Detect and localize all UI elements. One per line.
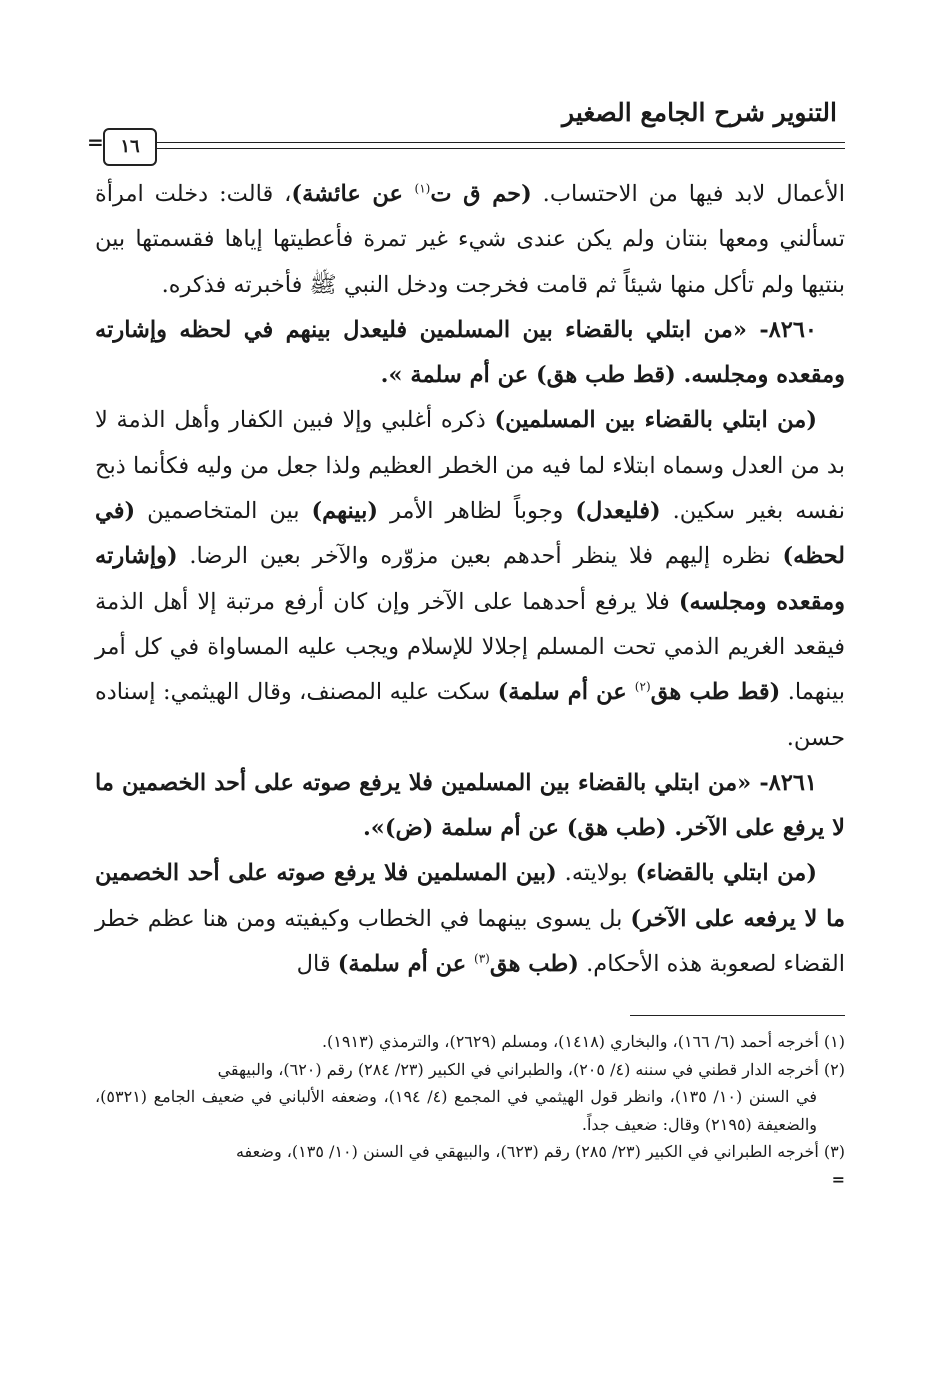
text-run: نظره إليهم فلا ينظر أحدهم بعين مزوّره والآخر بعين الرضا. (177, 543, 783, 570)
footnote-3: (٣) أخرجه الطبراني في الكبير (٢٣/ ٢٨٥) رقم (٦٢٣)، والبيهقي في السنن (١٠/ ١٣٥)، وضعفه (235, 1142, 845, 1162)
text-run: قال (296, 951, 338, 978)
hadith-8260 (95, 308, 845, 399)
source-citation: عن أم سلمة) (497, 679, 635, 706)
footnote-continuation-mark: = (831, 1169, 845, 1189)
main-text (95, 172, 845, 987)
footnote-2: (٢) أخرجه الدار قطني في سننه (٤/ ٢٠٥)، والطبراني في الكبير (٢٣/ ٢٨٤) رقم (٦٢٠)، والبيهقي (217, 1059, 845, 1079)
source-citation: (حم ق ت (430, 181, 532, 207)
text-run: الأعمال لابد فيها من الاحتساب. (531, 181, 845, 207)
footnote-ref: (٣) (474, 951, 490, 966)
footnotes (95, 1028, 845, 1193)
book-title: التنوير شرح الجامع الصغير (562, 98, 837, 127)
source-citation: عن أم سلمة) (337, 951, 474, 978)
text-run: بل يسوى بينهما في الخطاب وكيفيته ومن هنا عظم خطر القضاء لصعوبة هذه الأحكام. (95, 905, 845, 978)
book-page (87, 90, 846, 1193)
text-run: وجوباً لظاهر الأمر (378, 498, 576, 525)
source-citation: عن عائشة) (291, 181, 415, 207)
header-continuation-mark: = (87, 130, 104, 154)
quoted-phrase: (من ابتلي بالقضاء بين المسلمين) (494, 407, 818, 434)
hadith-8261 (95, 761, 845, 852)
text-run: سكت عليه المصنف، وقال الهيثمي: إسناده حسن. (95, 679, 845, 751)
quoted-phrase: (بينهم) (311, 498, 379, 525)
footnote-ref: (٢) (634, 679, 651, 694)
footnote-separator (630, 1015, 845, 1016)
quoted-phrase: (وإشارته ومقعده ومجلسه) (95, 543, 846, 615)
commentary-8261 (95, 851, 845, 987)
text-run: ذكره أغلبي وإلا فبين الكفار وأهل الذمة لا بد من العدل وسماه ابتلاء لما فيه من الخطر العظيم ولذا جعل من وليه فكأنما ذبح نفسه بغير سكين. (95, 407, 846, 525)
text-run: بولايته. (556, 860, 636, 887)
page-number: ١٦ (103, 128, 157, 166)
quoted-phrase: (فليعدل) (575, 498, 661, 525)
quoted-phrase: (من ابتلي بالقضاء) (635, 860, 818, 887)
commentary-8260 (95, 398, 845, 760)
footnote-2-continued: في السنن (١٠/ ١٣٥)، وانظر قول الهيثمي في المجمع (٤/ ١٩٤)، وضعفه الألباني في ضعيف الجامع (٥٣٢١)، والضعيفة (٢١٩٥) وقال: ضعيف جداً. (95, 1087, 818, 1134)
source-citation: (قط طب هق (650, 679, 781, 706)
hadith-text: ٨٢٦٠- «من ابتلي بالقضاء بين المسلمين فليعدل بينهم في لحظه وإشارته ومقعده ومجلسه. (قط طب هق) عن أم سلمة ». (95, 316, 845, 389)
text-run: ، قالت: دخلت امرأة تسألني ومعها بنتان ولم يكن عندى شيء غير تمرة فأعطيتها إياها فقسمتها بين بنتيها ولم تأكل منها شيئاً ثم قامت فخرجت ودخل النبي ﷺ فأخبرته فذكره. (95, 181, 845, 298)
header-rule-double (157, 148, 845, 149)
text-run: بين المتخاصمين (135, 498, 312, 525)
footnote-1: (١) أخرجه أحمد (٦/ ١٦٦)، والبخاري (١٤١٨)، ومسلم (٢٦٢٩)، والترمذي (١٩١٣). (321, 1032, 845, 1052)
quoted-phrase: (بين المسلمين فلا يرفع صوته على أحد الخصمين ما لا يرفعه على الآخر) (95, 860, 845, 932)
header-rule (157, 142, 845, 143)
text-run: فلا يرفع أحدهما على الآخر وإن كان أرفع مرتبة إلا أهل الذمة فيقعد الغريم الذمي تحت المسلم إجلالا للإسلام ويجب عليه المساواة في كل أمر بينهما. (95, 588, 845, 706)
paragraph-continuation (95, 172, 845, 308)
quoted-phrase: (في لحظه) (95, 498, 845, 570)
source-citation: (طب هق (489, 951, 579, 978)
footnote-ref: (١) (414, 181, 431, 196)
hadith-text: ٨٢٦١- «من ابتلي بالقضاء بين المسلمين فلا يرفع صوته على أحد الخصمين ما لا يرفع على الآخر. (طب هق) عن أم سلمة (ض)». (95, 769, 845, 842)
page-header (87, 90, 845, 172)
